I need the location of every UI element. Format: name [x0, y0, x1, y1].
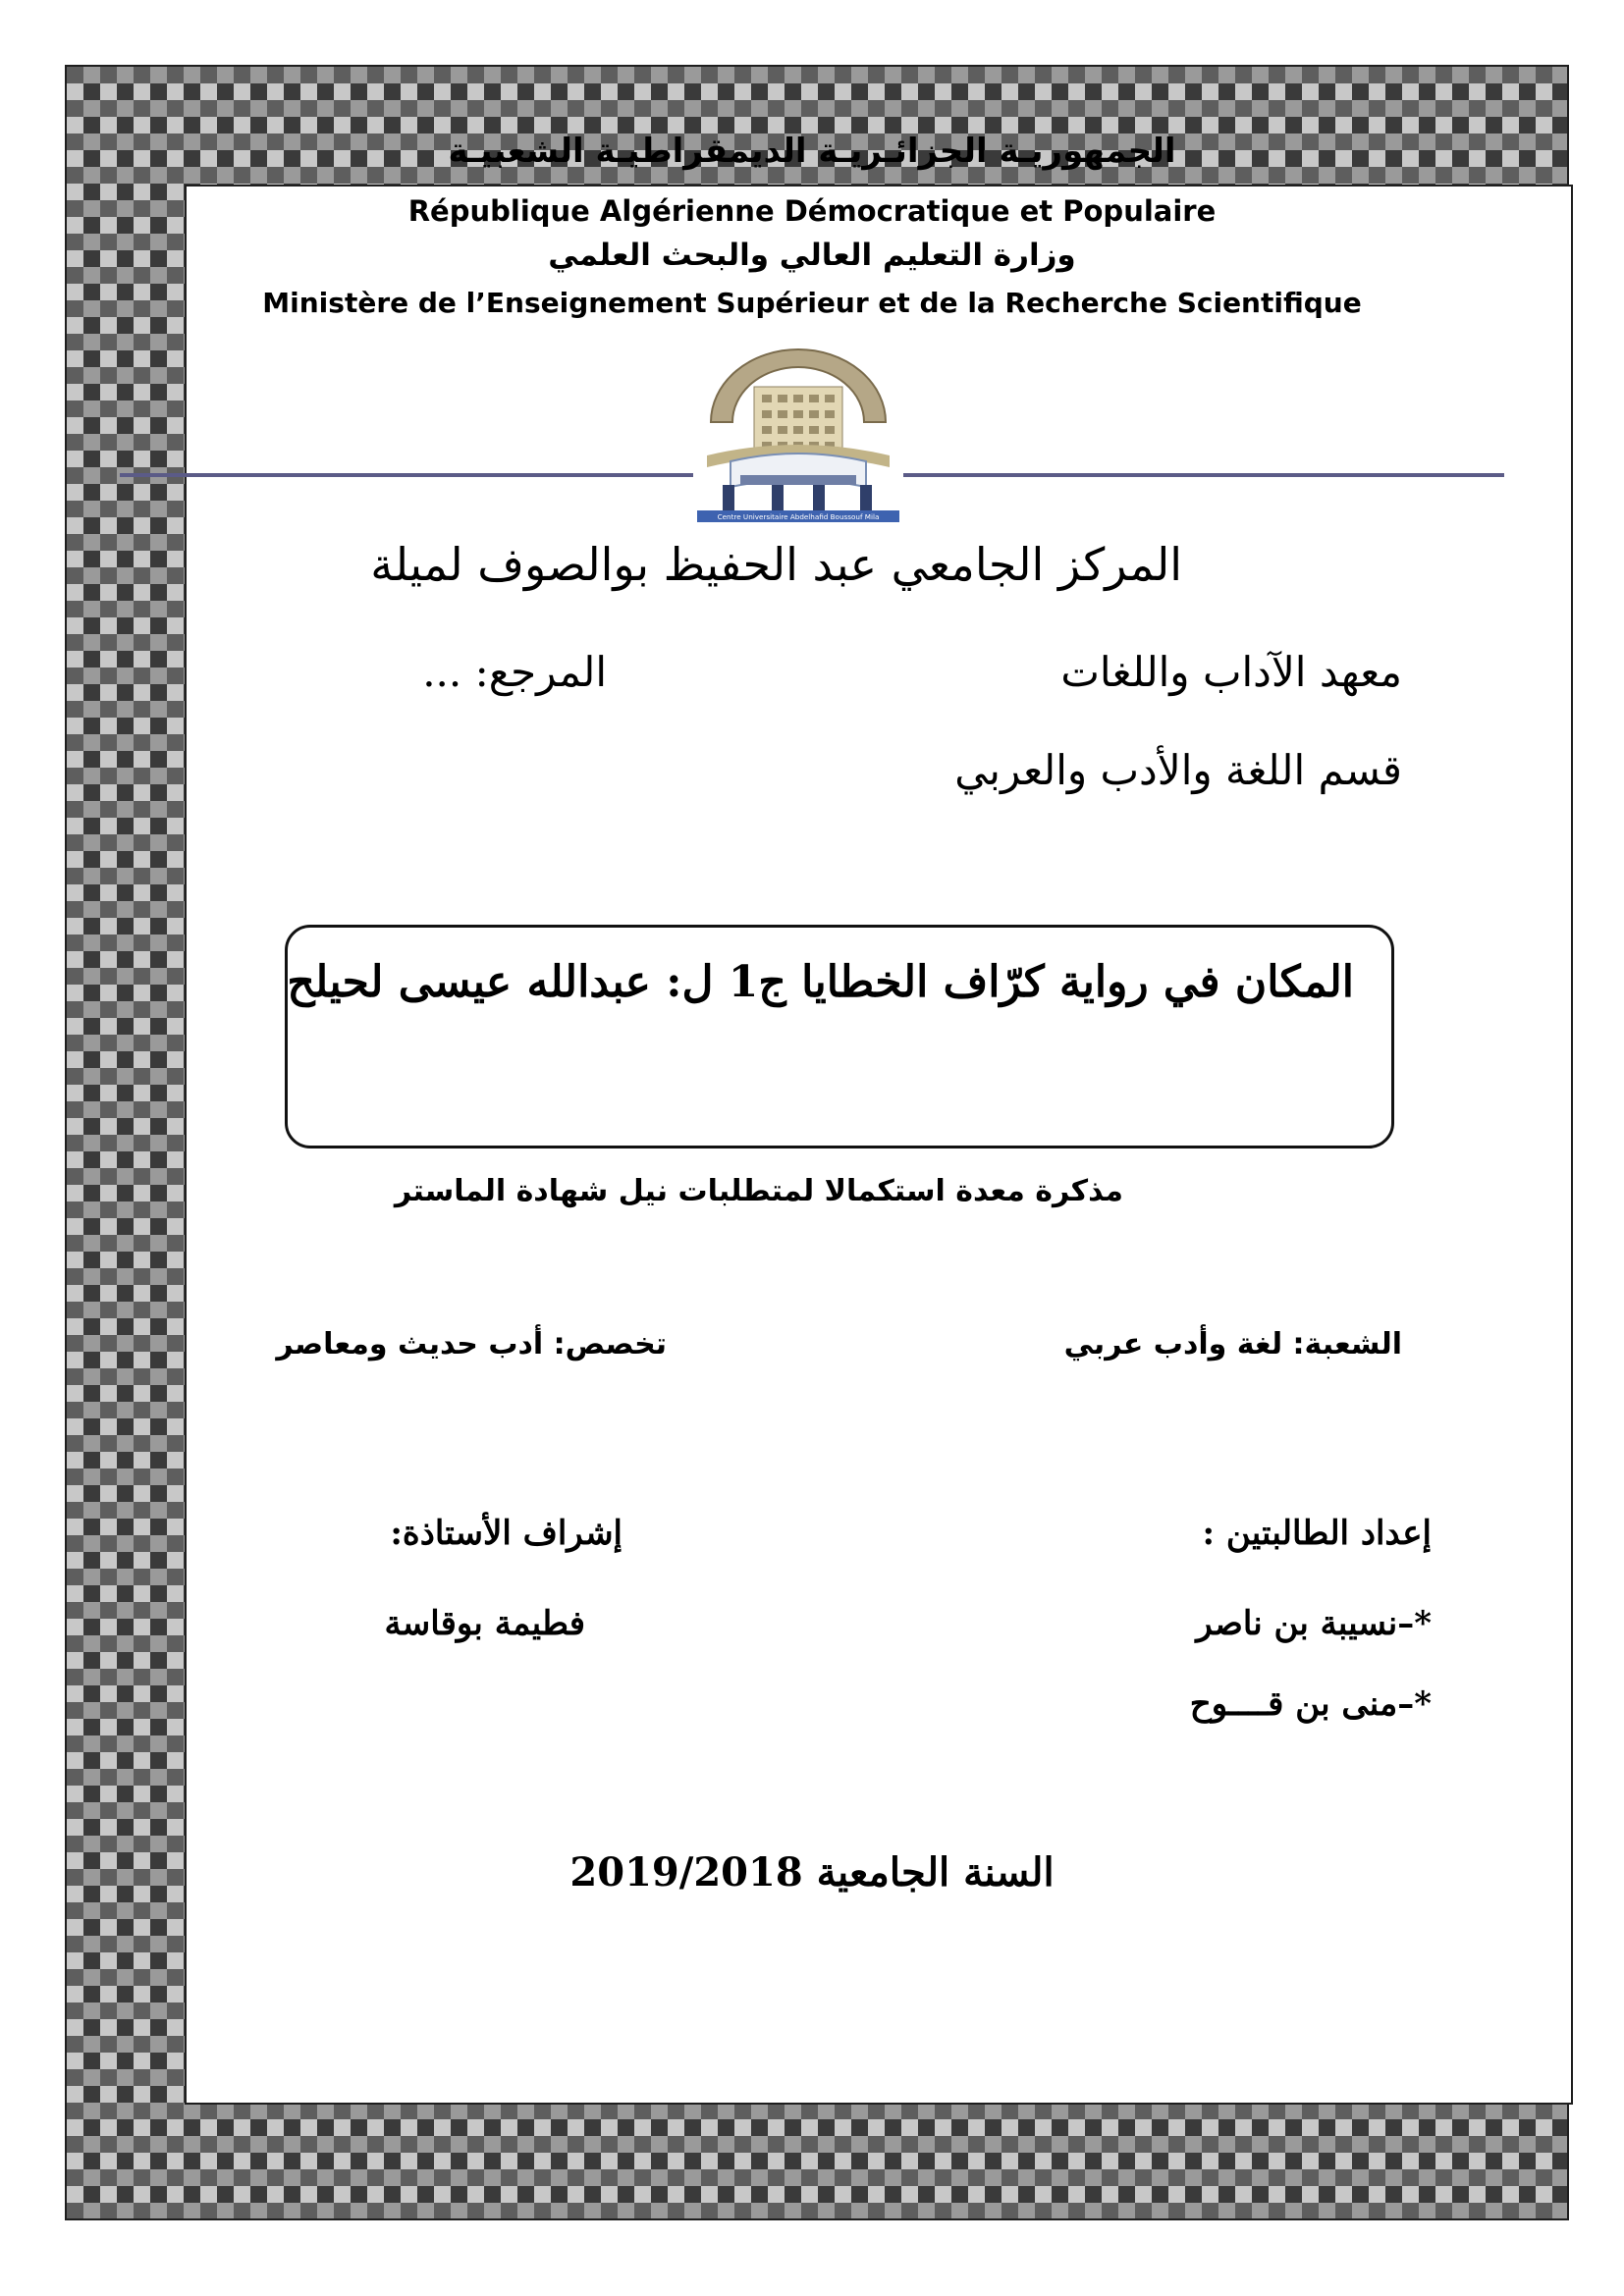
ministry-arabic: وزارة التعليم العالي والبحث العلمي: [548, 238, 1076, 273]
republic-french: République Algérienne Démocratique et Populaire: [407, 194, 1217, 228]
branch-label: الشعبة: لغة وأدب عربي: [1063, 1327, 1402, 1362]
ministry-french: Ministère de l’Enseignement Supérieur et de la Recherche Scientifique: [262, 287, 1362, 319]
supervisor-name: فطيمة بوقاسة: [384, 1604, 585, 1643]
logo-caption: Centre Universitaire Abdelhafid Boussouf Mila: [717, 512, 880, 521]
students-heading: إعداد الطالبتين :: [1202, 1514, 1432, 1553]
student-name-1: *–نسيبة بن ناصر: [1196, 1604, 1432, 1643]
republic-arabic: الجمهوريـة الجزائـريـة الديمقراطيـة الشعبيـة: [448, 132, 1176, 171]
reference-label: المرجع: ...: [422, 648, 607, 696]
institute-name: معهد الآداب واللغات: [1060, 648, 1402, 696]
student-name-2: *–منى بن قــــوح: [1189, 1684, 1432, 1724]
supervisor-heading: إشراف الأستاذة:: [390, 1514, 623, 1553]
logo-emblem: [693, 340, 903, 522]
department-name: قسم اللغة والأدب والعربي: [954, 746, 1402, 794]
university-center-name: المركز الجامعي عبد الحفيظ بوالصوف لميلة: [370, 538, 1182, 591]
title-box: [285, 925, 1394, 1148]
thesis-subtitle: مذكرة معدة استكمالا لمتطلبات نيل شهادة الماستر: [394, 1174, 1123, 1208]
university-logo: [693, 340, 903, 522]
specialty-label: تخصص: أدب حديث ومعاصر: [276, 1327, 667, 1362]
academic-year: السنة الجامعية 2019/2018: [569, 1849, 1055, 1896]
thesis-title: المكان في رواية كرّاف الخطايا ج1 ل: عبدالله عيسى لحيلح: [287, 957, 1354, 1007]
